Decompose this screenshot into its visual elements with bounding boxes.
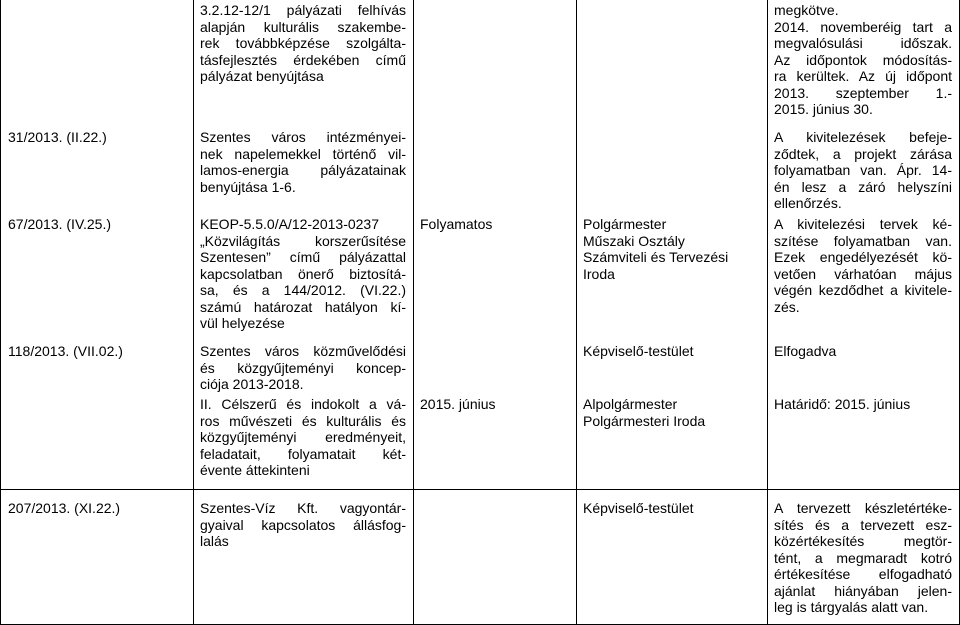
responsible-line: Képviselő-testület — [583, 343, 694, 359]
table-row-3-responsible — [583, 216, 728, 282]
table-row-5-deadline — [420, 396, 496, 413]
table-border-left — [0, 0, 1, 625]
status-line: közértékesítés megtör- — [774, 533, 952, 549]
status-line: végén kezdődhet a kivitele- — [774, 282, 952, 298]
table-row-6-ref — [8, 500, 120, 517]
subject-line: benyújtása 1-6. — [200, 178, 296, 195]
subject-line: kapcsolatban önerő biztosítá- — [200, 265, 406, 282]
status-line: leg is tárgyalás alatt van. — [774, 599, 929, 615]
status-line: tént, a megmaradt kotró — [774, 549, 952, 566]
table-row-2-subject — [200, 129, 406, 195]
status-line: 2015. június 30. — [774, 101, 873, 117]
subject-line: közgyűjteményi eredményeit, — [200, 429, 406, 445]
row-divider-1 — [0, 489, 960, 490]
table-row-6-responsible — [583, 500, 694, 517]
status-line: 2013. szeptember 1.- — [774, 84, 952, 101]
subject-line: tásfejlesztés érdekében című — [200, 51, 406, 68]
status-line: megkötve. — [774, 2, 839, 18]
table-row-4-ref — [8, 343, 123, 360]
status-line: folyamatban van. Ápr. 14- — [774, 162, 952, 178]
resolution-number: 31/2013. (II.22.) — [8, 129, 107, 145]
subject-line: lalás — [200, 533, 229, 549]
table-row-2-status — [774, 129, 952, 212]
resolution-number: 207/2013. (XI.22.) — [8, 500, 121, 516]
status-line: Elfogadva — [774, 343, 837, 359]
subject-line: pályázat benyújtása — [200, 68, 324, 84]
column-divider-3 — [576, 0, 577, 625]
deadline-text: Folyamatos — [420, 216, 493, 232]
table-row-5-status — [774, 396, 910, 413]
responsible-line: Polgármesteri Iroda — [583, 412, 706, 429]
subject-line: alapján kulturális szakembe- — [200, 18, 406, 35]
responsible-line: Műszaki Osztály — [583, 232, 685, 249]
table-row-1-status — [774, 2, 952, 118]
table-row-3-ref — [8, 216, 111, 233]
subject-line: ros művészeti és kulturális és — [200, 412, 406, 429]
subject-line: Szentesen” című pályázattal — [200, 249, 406, 265]
status-line: Az időpontok módosítás- — [774, 51, 952, 68]
status-line: 2014. novemberéig tart a — [774, 18, 952, 35]
resolution-number: 118/2013. (VII.02.) — [8, 343, 123, 359]
subject-line: Szentes-Víz Kft. vagyontár- — [200, 500, 406, 516]
subject-line: lamos-energia pályázatainak — [200, 162, 406, 178]
subject-line: ciója 2013-2018. — [200, 376, 304, 392]
table-row-3-deadline — [420, 216, 492, 233]
subject-line: nek napelemekkel történő vil- — [200, 145, 406, 162]
table-row-6-subject — [200, 500, 406, 550]
resolution-number: 67/2013. (IV.25.) — [8, 216, 112, 232]
table-row-3-status — [774, 216, 952, 315]
subject-line: Szentes város közművelődési — [200, 343, 406, 359]
table-row-1-subject — [200, 2, 406, 85]
responsible-line: Polgármester — [583, 216, 667, 232]
subject-line: évente áttekinteni — [200, 462, 310, 478]
table-row-6-status — [774, 500, 952, 616]
status-line: sítés és a tervezett esz- — [774, 516, 952, 533]
responsible-line: Számviteli és Tervezési — [583, 249, 729, 265]
table-row-2-ref — [8, 129, 107, 146]
subject-line: sa, és a 144/2012. (VI.22.) — [200, 282, 406, 298]
table-row-3-subject — [200, 216, 406, 332]
status-line: Ezek engedélyezését kö- — [774, 249, 952, 265]
status-line: Határidő: 2015. június — [774, 396, 911, 412]
status-line: A kivitelezési tervek ké- — [774, 216, 952, 232]
subject-line: Szentes város intézményei- — [200, 129, 406, 145]
status-line: szítése folyamatban van. — [774, 232, 952, 249]
status-line: ajánlat hiányában jelen- — [774, 582, 952, 599]
status-line: ellenőrzés. — [774, 195, 842, 211]
column-divider-1 — [193, 0, 194, 625]
table-row-4-status — [774, 343, 836, 360]
table-row-5-responsible — [583, 396, 705, 429]
subject-line: rek továbbképzése szolgálta- — [200, 35, 406, 51]
status-line: zés. — [774, 298, 800, 315]
subject-line: KEOP-5.5.0/A/12-2013-0237 — [200, 216, 380, 232]
status-line: értékesítése elfogadható — [774, 566, 952, 582]
subject-line: „Közvilágítás korszerűsítése — [200, 232, 406, 249]
status-line: vetően várhatóan május — [774, 265, 952, 282]
status-line: A kivitelezések befeje- — [774, 129, 952, 145]
column-divider-2 — [413, 0, 414, 625]
column-divider-4 — [767, 0, 768, 625]
responsible-line: Iroda — [583, 265, 615, 282]
status-line: A tervezett készletértéke- — [774, 500, 952, 516]
table-row-4-responsible — [583, 343, 694, 360]
subject-line: gyaival kapcsolatos állásfog- — [200, 516, 406, 533]
status-line: én lesz a záró helyszíni — [774, 178, 952, 195]
responsible-line: Képviselő-testület — [583, 500, 694, 516]
status-line: ra kerültek. Az új időpont — [774, 68, 952, 84]
table-row-4-subject — [200, 343, 406, 393]
subject-line: és közgyűjteményi koncep- — [200, 359, 406, 376]
table-row-5-subject — [200, 396, 406, 479]
subject-line: 3.2.12-12/1 pályázati felhívás — [200, 2, 406, 18]
status-line: megvalósulási időszak. — [774, 35, 952, 51]
status-line: ződtek, a projekt zárása — [774, 145, 952, 162]
responsible-line: Alpolgármester — [583, 396, 678, 412]
subject-line: számú határozat hatályon kí- — [200, 298, 406, 315]
subject-line: vül helyezése — [200, 315, 285, 331]
subject-line: feladatait, folyamatait két- — [200, 445, 406, 462]
subject-line: II. Célszerű és indokolt a vá- — [200, 396, 406, 412]
deadline-text: 2015. június — [420, 396, 496, 412]
